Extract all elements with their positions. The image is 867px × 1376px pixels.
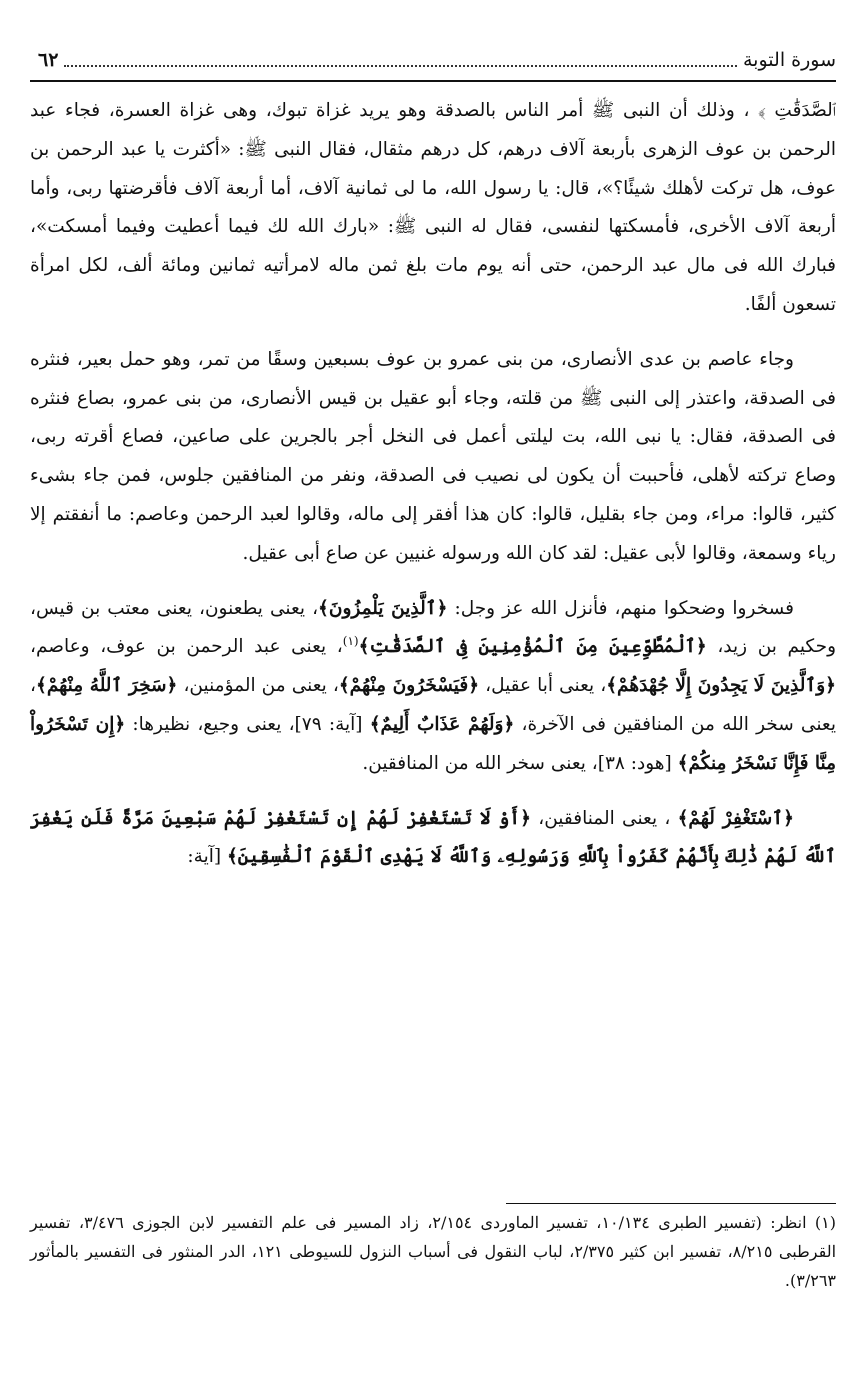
- text-run: ، يعنى عبد الرحمن بن عوف، وعاصم،: [30, 636, 343, 658]
- leader-dots: [64, 65, 737, 67]
- quran-verse: ﴿وَلَهُمْ عَذَابٌ أَلِيمٌ﴾: [369, 713, 515, 735]
- book-page: [30, 40, 836, 1360]
- text-run: ، يعنى أبا عقيل،: [479, 675, 607, 697]
- quran-verse: ﴿أَوْ لَا تَسْتَغْفِرْ لَهُمْ إِن تَسْتَغْفِرْ لَهُمْ سَبْعِينَ مَرَّةً فَلَن يَغْفِرَ ٱللَّهُ لَهُمْ ذَٰلِكَ بِأَنَّهُمْ كَفَرُواْ بِٱللَّهِ وَرَسُولِهِۦ وَٱللَّهُ لَا يَهْدِى ٱلْقَوْمَ ٱلْفَٰسِقِينَ﴾: [30, 807, 836, 868]
- text-run: ، يعنى سخر الله من المنافقين فى الآخرة،: [30, 675, 837, 735]
- footnote-text: (١) انظر: (تفسير الطبرى ١٠/١٣٤، تفسير الماوردى ٢/١٥٤، زاد المسير فى علم التفسير لابن الجوزى ٣/٤٧٦، تفسير القرطبى ٨/٢١٥، تفسير ابن كثير ٢/٣٧٥، لباب النقول فى أسباب النزول للسيوطى ١٢١، الدر المنثور فى التفسير بالمأثور ٣/٢٦٣).: [30, 1213, 837, 1290]
- paragraph-2: وجاء عاصم بن عدى الأنصارى، من بنى عمرو بن عوف بسبعين وسقًا من تمر، وهو حمل بعير، فنثره فى الصدقة، واعتذر إلى النبى ﷺ من قلته، وجاء أبو عقيل بن قيس الأنصارى، من بنى عمرو، بصاع فنثره فى الصدقة، فقال: يا نبى الله، بت ليلتى أعمل فى النخل أجر بالجرين على صاعين، فصاع أقرته ربى، وصاع تركته لأهلى، فأحببت أن يكون لى نصيب فى الصدقة، ونفر من المنافقين جلوس، فمن جاء بشىء كثير، قالوا: مراء، ومن جاء بقليل، قالوا: كان هذا أفقر إلى ماله، وقالوا لعبد الرحمن وعاصم: ما أنفقتم إلا رياء وسمعة، وقالوا لأبى عقيل: لقد كان الله ورسوله غنيين عن صاع أبى عقيل.: [30, 348, 836, 564]
- footnote-marker[interactable]: (١): [342, 634, 359, 649]
- main-text: [30, 92, 836, 893]
- surah-title: سورة التوبة: [743, 49, 836, 71]
- page-number: ٦٢: [38, 49, 59, 71]
- text-run: ، يعنى المنافقين،: [530, 807, 678, 829]
- quran-verse: ﴿فَيَسْخَرُونَ مِنْهُمْ﴾: [338, 675, 480, 697]
- quran-verse: ﴿ٱلْمُطَّوِّعِينَ مِنَ ٱلْمُؤْمِنِينَ فِى ٱلصَّدَقَٰتِ﴾: [358, 636, 707, 658]
- footnote-divider: [506, 1203, 836, 1204]
- paragraph-1: ٱلصَّدَقَٰتِ ﴾ ، وذلك أن النبى ﷺ أمر الناس بالصدقة وهو يريد غزاة تبوك، وهى غزاة العسرة، فجاء عبد الرحمن بن عوف الزهرى بأربعة آلاف درهم، كل درهم مثقال، فقال النبى ﷺ: «أكثرت يا عبد الرحمن بن عوف، هل تركت لأهلك شيئًا؟»، قال: يا رسول الله، ما لى ثمانية آلاف، أما أربعة آلاف فأقرضتها ربى، وأما أربعة آلاف الأخرى، فأمسكتها لنفسى، فقال له النبى ﷺ: «بارك الله لك فيما أعطيت وفيما أمسكت»، فبارك الله فى مال عبد الرحمن، حتى أنه يوم مات بلغ ثمن ماله لامرأتيه ثمانين ومائة ألف، لكل امرأة تسعون ألفًا.: [30, 100, 836, 315]
- text-run: فسخروا وضحكوا منهم، فأنزل الله عز وجل:: [447, 597, 794, 619]
- quran-verse: ﴿سَخِرَ ٱللَّهُ مِنْهُمْ﴾: [35, 675, 178, 697]
- text-run: ، يعنى من المؤمنين،: [177, 675, 339, 697]
- quran-verse: ﴿إِن تَسْخَرُواْ مِنَّا فَإِنَّا نَسْخَرُ مِنكُمْ﴾: [30, 713, 836, 774]
- text-run: [هود: ٣٨]، يعنى سخر الله من المنافقين.: [362, 752, 678, 774]
- quran-verse: ﴿وَٱلَّذِينَ لَا يَجِدُونَ إِلَّا جُهْدَهُمْ﴾: [606, 675, 837, 697]
- text-run: [آية: ٧٩]، يعنى وجيع، نظيرها:: [125, 713, 370, 735]
- paragraph-4: [30, 800, 836, 878]
- text-run: ، يعنى يطعنون، يعنى معتب بن قيس، وحكيم بن زيد،: [30, 597, 837, 658]
- paragraph-3: [30, 590, 836, 784]
- quran-verse: ﴿ٱسْتَغْفِرْ لَهُمْ﴾: [677, 807, 794, 829]
- running-header: [30, 40, 836, 82]
- text-run: [آية:: [187, 846, 227, 868]
- footnote: [30, 1208, 836, 1295]
- quran-verse: ﴿ٱلَّذِينَ يَلْمِزُونَ﴾: [318, 597, 448, 619]
